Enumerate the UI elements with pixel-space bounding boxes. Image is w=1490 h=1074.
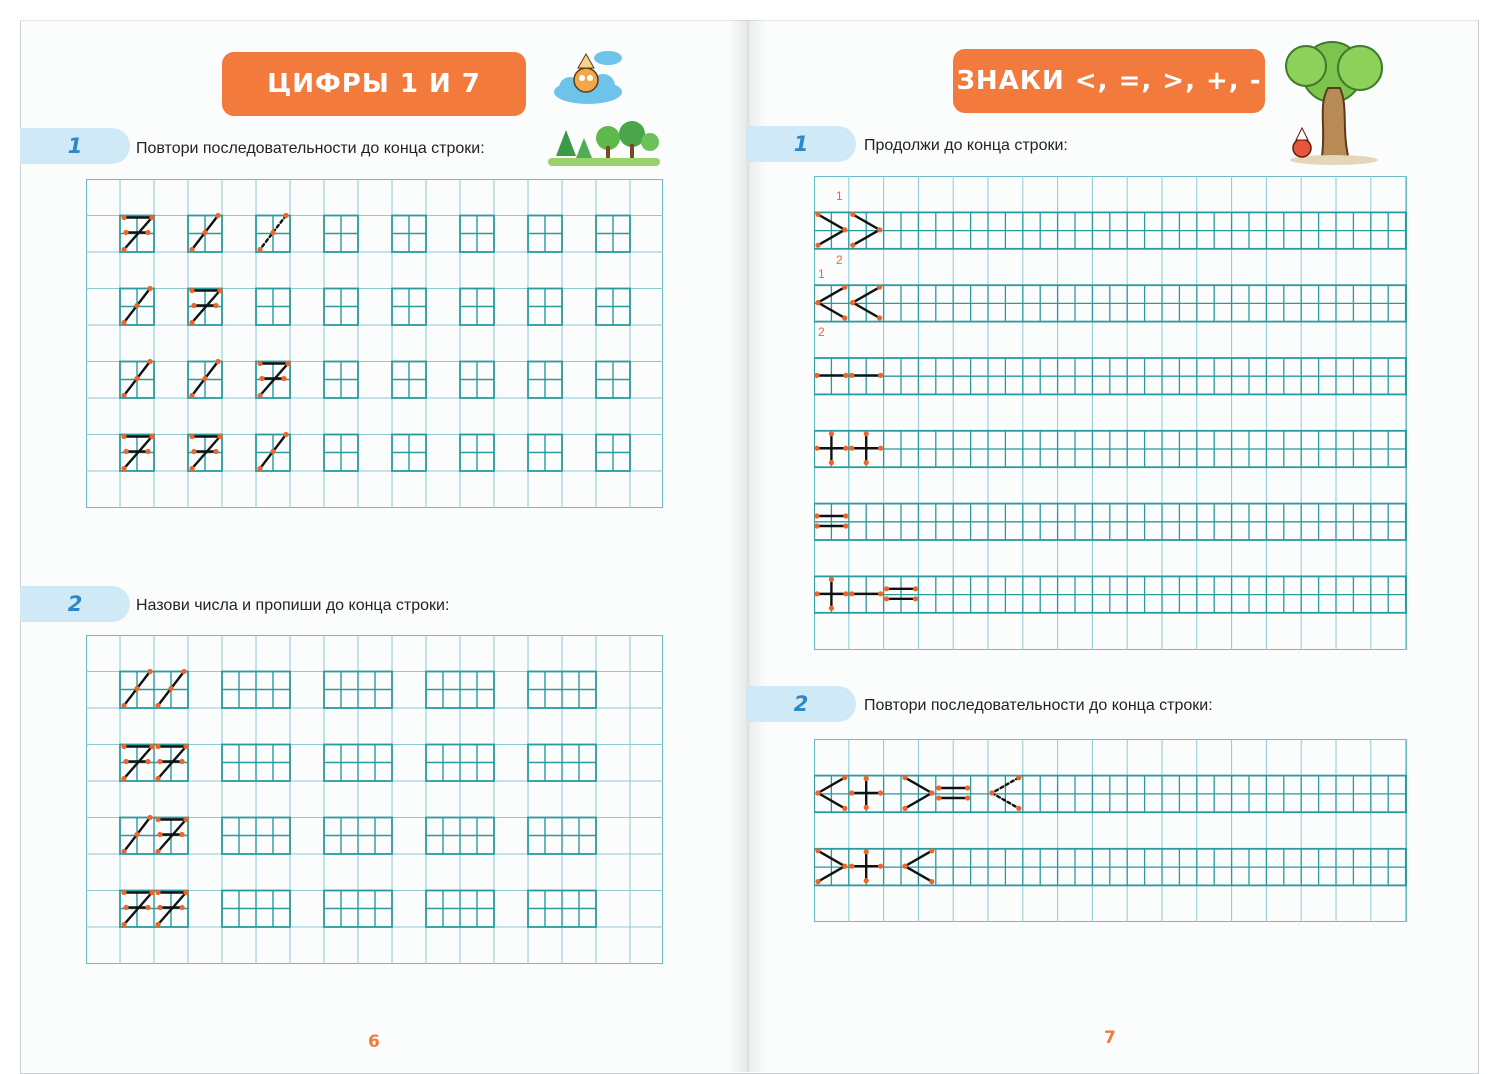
guide-dot — [864, 460, 869, 465]
guide-dot — [191, 449, 196, 454]
guide-dot — [179, 832, 184, 837]
page-number-right: 7 — [1104, 1028, 1116, 1048]
page-title-right: ЗНАКИ <, =, >, +, - — [953, 49, 1265, 113]
guide-dot — [121, 703, 126, 708]
guide-dot — [913, 586, 918, 591]
left-task-1-grid — [86, 179, 663, 508]
guide-dot — [123, 759, 128, 764]
guide-dot — [202, 230, 207, 235]
guide-dot — [884, 586, 889, 591]
guide-dot — [183, 744, 188, 749]
guide-dot — [843, 523, 848, 528]
guide-dot — [155, 744, 160, 749]
guide-dot — [123, 230, 128, 235]
stroke-order-hint: 2 — [836, 253, 843, 267]
guide-dot — [181, 669, 186, 674]
guide-dot — [189, 393, 194, 398]
task-1-badge-left: 1 — [20, 128, 130, 164]
guide-dot — [1016, 806, 1021, 811]
guide-dot — [929, 790, 934, 795]
guide-dot — [842, 775, 847, 780]
guide-dot — [202, 376, 207, 381]
guide-dot — [884, 596, 889, 601]
guide-dot — [842, 315, 847, 320]
guide-dot — [864, 776, 869, 781]
guide-dot — [902, 775, 907, 780]
guide-dot — [217, 288, 222, 293]
task-2-badge-left: 2 — [20, 586, 130, 622]
guide-dot — [850, 212, 855, 217]
guide-dot — [814, 523, 819, 528]
guide-dot — [281, 376, 286, 381]
guide-dot — [157, 905, 162, 910]
guide-dot — [155, 922, 160, 927]
guide-dot — [842, 806, 847, 811]
guide-dot — [189, 288, 194, 293]
guide-dot — [815, 790, 820, 795]
guide-dot — [270, 449, 275, 454]
guide-dot — [149, 434, 154, 439]
stroke-order-hint: 2 — [818, 325, 825, 339]
guide-dot — [189, 320, 194, 325]
guide-dot — [121, 247, 126, 252]
guide-dot — [829, 431, 834, 436]
guide-dot — [149, 890, 154, 895]
guide-dot — [283, 432, 288, 437]
guide-dot — [814, 513, 819, 518]
grid-border — [815, 177, 1407, 650]
guide-dot — [189, 434, 194, 439]
task-1-instruction-left: Повтори последовательности до конца строки: — [136, 140, 485, 157]
guide-dot — [121, 215, 126, 220]
guide-dot — [902, 864, 907, 869]
guide-dot — [121, 776, 126, 781]
guide-dot — [145, 449, 150, 454]
guide-dot — [213, 303, 218, 308]
guide-dot — [1016, 775, 1021, 780]
stroke-order-hint: 1 — [836, 189, 843, 203]
guide-dot — [864, 805, 869, 810]
guide-dot — [134, 376, 139, 381]
guide-dot — [149, 215, 154, 220]
page-title-left: ЦИФРЫ 1 И 7 — [222, 52, 526, 116]
guide-dot — [147, 286, 152, 291]
guide-dot — [814, 446, 819, 451]
guide-dot — [849, 790, 854, 795]
guide-dot — [936, 795, 941, 800]
tree-illustration — [1278, 36, 1386, 166]
grid-border — [815, 740, 1407, 922]
grid-border — [87, 180, 663, 508]
guide-dot — [157, 759, 162, 764]
guide-dot — [257, 247, 262, 252]
guide-dot — [864, 878, 869, 883]
guide-dot — [147, 669, 152, 674]
guide-dot — [215, 359, 220, 364]
guide-dot — [157, 832, 162, 837]
task-1-instruction-right: Продолжи до конца строки: — [864, 137, 1068, 154]
guide-dot — [121, 922, 126, 927]
guide-dot — [155, 776, 160, 781]
guide-dot — [168, 686, 173, 691]
stroke-order-hint: 1 — [818, 267, 825, 281]
guide-dot — [155, 890, 160, 895]
book-gutter — [728, 20, 768, 1072]
guide-dot — [877, 227, 882, 232]
guide-dot — [913, 596, 918, 601]
guide-dot — [270, 230, 275, 235]
guide-dot — [213, 449, 218, 454]
guide-dot — [189, 466, 194, 471]
guide-dot — [189, 247, 194, 252]
task-1-badge-right: 1 — [746, 126, 856, 162]
guide-dot — [815, 300, 820, 305]
guide-dot — [815, 879, 820, 884]
guide-dot — [842, 227, 847, 232]
guide-dot — [121, 466, 126, 471]
guide-dot — [147, 359, 152, 364]
guide-dot — [878, 591, 883, 596]
guide-dot — [147, 815, 152, 820]
guide-dot — [121, 744, 126, 749]
guide-dot — [145, 905, 150, 910]
guide-dot — [815, 243, 820, 248]
guide-dot — [849, 446, 854, 451]
forest-illustration — [548, 120, 660, 170]
guide-dot — [843, 446, 848, 451]
guide-dot — [965, 785, 970, 790]
guide-dot — [121, 320, 126, 325]
guide-dot — [179, 905, 184, 910]
task-2-instruction-left: Назови числа и пропиши до конца строки: — [136, 597, 450, 614]
guide-dot — [878, 373, 883, 378]
guide-dot — [878, 790, 883, 795]
guide-dot — [155, 703, 160, 708]
right-task-1-grid — [814, 176, 1407, 650]
guide-dot — [145, 759, 150, 764]
guide-dot — [285, 361, 290, 366]
guide-dot — [878, 446, 883, 451]
owl-cloud-illustration — [548, 48, 628, 110]
guide-dot — [850, 243, 855, 248]
guide-dot — [843, 373, 848, 378]
task-2-instruction-right: Повтори последовательности до конца строки: — [864, 697, 1213, 714]
guide-dot — [849, 591, 854, 596]
guide-dot — [829, 606, 834, 611]
guide-dot — [849, 373, 854, 378]
guide-dot — [149, 744, 154, 749]
guide-dot — [123, 905, 128, 910]
guide-dot — [815, 212, 820, 217]
guide-dot — [877, 315, 882, 320]
right-task-2-grid — [814, 739, 1407, 922]
page-number-left: 6 — [368, 1032, 380, 1052]
left-task-2-grid — [86, 635, 663, 964]
guide-dot — [902, 806, 907, 811]
guide-dot — [929, 879, 934, 884]
guide-dot — [864, 431, 869, 436]
guide-dot — [850, 300, 855, 305]
guide-dot — [849, 864, 854, 869]
guide-dot — [183, 890, 188, 895]
guide-dot — [191, 303, 196, 308]
guide-dot — [121, 434, 126, 439]
guide-dot — [155, 817, 160, 822]
task-2-badge-right: 2 — [746, 686, 856, 722]
guide-dot — [843, 513, 848, 518]
guide-dot — [134, 832, 139, 837]
guide-dot — [864, 849, 869, 854]
guide-dot — [257, 361, 262, 366]
guide-dot — [215, 213, 220, 218]
guide-dot — [121, 393, 126, 398]
guide-dot — [283, 213, 288, 218]
guide-dot — [965, 795, 970, 800]
guide-dot — [123, 449, 128, 454]
guide-dot — [842, 285, 847, 290]
guide-dot — [877, 285, 882, 290]
guide-dot — [878, 864, 883, 869]
guide-dot — [257, 393, 262, 398]
guide-dot — [155, 849, 160, 854]
guide-dot — [989, 790, 994, 795]
guide-dot — [815, 848, 820, 853]
guide-dot — [842, 864, 847, 869]
guide-dot — [814, 373, 819, 378]
guide-dot — [829, 577, 834, 582]
guide-dot — [843, 591, 848, 596]
guide-dot — [134, 303, 139, 308]
guide-dot — [259, 376, 264, 381]
guide-dot — [829, 460, 834, 465]
guide-dot — [936, 785, 941, 790]
guide-dot — [814, 591, 819, 596]
guide-dot — [121, 890, 126, 895]
guide-dot — [183, 817, 188, 822]
guide-dot — [145, 230, 150, 235]
guide-dot — [217, 434, 222, 439]
guide-dot — [134, 686, 139, 691]
guide-dot — [257, 466, 262, 471]
guide-dot — [121, 849, 126, 854]
guide-dot — [929, 848, 934, 853]
guide-dot — [179, 759, 184, 764]
